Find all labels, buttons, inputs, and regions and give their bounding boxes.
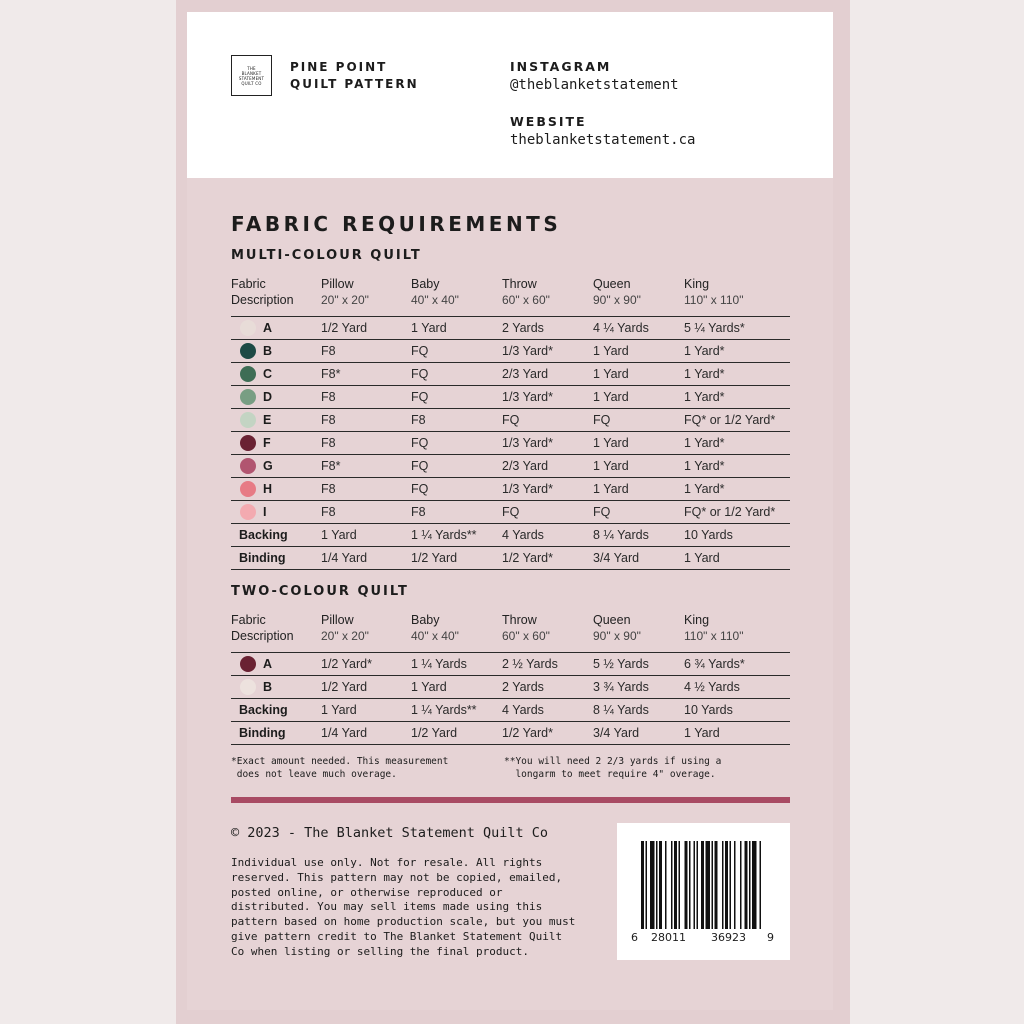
table-row xyxy=(231,524,790,547)
legal-text: Individual use only. Not for resale. All rights reserved. This pattern may not be copied, emailed, posted online, or otherwise reproduced or distributed. You may sell items made using this pattern based on home production scale, but you must give pattern credit to The Blanket Statement Quilt Co when listing or selling the final product. xyxy=(231,856,576,958)
col-queen: Queen 90" x 90" xyxy=(593,613,641,643)
table-row xyxy=(231,340,790,363)
fabric-label: C xyxy=(263,367,273,381)
table-row xyxy=(231,409,790,432)
yardage-cell: 4 ½ Yards xyxy=(684,680,740,694)
barcode-bar xyxy=(730,841,732,929)
copyright: © 2023 - The Blanket Statement Quilt Co xyxy=(231,825,548,841)
col-throw: Throw 60" x 60" xyxy=(502,613,550,643)
yardage-cell: FQ* or 1/2 Yard* xyxy=(684,413,776,427)
yardage-cell: 1 Yard xyxy=(321,703,357,717)
col-pillow: Pillow 20" x 20" xyxy=(321,613,369,643)
table-row xyxy=(231,317,790,340)
barcode-bar xyxy=(656,841,658,929)
page-title: FABRIC REQUIREMENTS xyxy=(231,212,562,236)
table-row xyxy=(231,699,790,722)
footnote-double-star: **You will need 2 2/3 yards if using a longarm to meet require 4" overage. xyxy=(504,756,722,780)
yardage-cell: 1 Yard xyxy=(593,436,629,450)
fabric-label: D xyxy=(263,390,273,404)
website-label: WEBSITE xyxy=(510,114,587,129)
yardage-cell: F8 xyxy=(321,436,336,450)
accent-divider xyxy=(231,797,790,803)
multi-colour-title: MULTI-COLOUR QUILT xyxy=(231,248,422,263)
yardage-cell: 1/2 Yard xyxy=(411,551,458,565)
yardage-cell: 1 Yard* xyxy=(684,390,725,404)
fabric-swatch xyxy=(240,320,256,336)
yardage-cell: 1 Yard xyxy=(411,680,447,694)
fabric-label: Backing xyxy=(239,703,288,717)
yardage-cell: 2/3 Yard xyxy=(502,367,549,381)
table-row xyxy=(231,653,790,676)
yardage-cell: 1/2 Yard xyxy=(411,726,458,740)
yardage-cell: 1/2 Yard* xyxy=(502,726,553,740)
yardage-cell: 2/3 Yard xyxy=(502,459,549,473)
barcode-bar xyxy=(671,841,673,929)
yardage-cell: 1 Yard* xyxy=(684,344,725,358)
col-fabric: Fabric Description xyxy=(231,613,294,643)
yardage-cell: 1/4 Yard xyxy=(321,551,368,565)
barcode-bar xyxy=(650,841,655,929)
yardage-cell: FQ xyxy=(411,390,429,404)
yardage-cell: FQ xyxy=(411,367,429,381)
yardage-cell: 3 ¾ Yards xyxy=(593,680,649,694)
col-baby: Baby 40" x 40" xyxy=(411,277,459,307)
instagram-handle: @theblanketstatement xyxy=(510,77,679,93)
yardage-cell: FQ* or 1/2 Yard* xyxy=(684,505,776,519)
yardage-cell: 1/3 Yard* xyxy=(502,390,553,404)
table-header xyxy=(231,276,790,316)
barcode-bar xyxy=(715,841,718,929)
yardage-cell: 4 Yards xyxy=(502,703,544,717)
yardage-cell: 1/2 Yard* xyxy=(502,551,553,565)
footnote-single-star: *Exact amount needed. This measurement does not leave much overage. xyxy=(231,756,449,780)
table-header xyxy=(231,612,790,652)
barcode-bar xyxy=(749,841,751,929)
yardage-cell: 1 Yard xyxy=(593,344,629,358)
yardage-cell: 6 ¾ Yards* xyxy=(684,657,745,671)
instagram-label: INSTAGRAM xyxy=(510,59,612,74)
fabric-label: H xyxy=(263,482,273,496)
table-body xyxy=(231,316,790,570)
two-colour-table xyxy=(231,612,790,745)
barcode-bar xyxy=(725,841,728,929)
barcode-bar xyxy=(697,841,699,929)
barcode-digit-lead: 6 xyxy=(631,931,638,944)
barcode-bar xyxy=(706,841,711,929)
barcode-bar xyxy=(745,841,748,929)
yardage-cell: 1/3 Yard* xyxy=(502,482,553,496)
barcode-bar xyxy=(701,841,704,929)
barcode-digits-right: 36923 xyxy=(711,931,746,944)
fabric-swatch xyxy=(240,481,256,497)
yardage-cell: 1 Yard xyxy=(411,321,447,335)
barcode-digits-left: 28011 xyxy=(651,931,686,944)
brand-logo: THE BLANKET STATEMENT QUILT CO xyxy=(231,55,272,96)
fabric-label: Backing xyxy=(239,528,288,542)
fabric-label: A xyxy=(263,657,273,671)
fabric-label: A xyxy=(263,321,273,335)
barcode-bar xyxy=(646,841,648,929)
yardage-cell: FQ xyxy=(411,482,429,496)
col-king: King 110" x 110" xyxy=(684,277,744,307)
barcode-bar xyxy=(760,841,762,929)
header-band xyxy=(187,12,833,178)
fabric-label: I xyxy=(263,505,267,519)
barcode-bar xyxy=(659,841,662,929)
col-baby: Baby 40" x 40" xyxy=(411,613,459,643)
yardage-cell: 4 ¼ Yards xyxy=(593,321,649,335)
yardage-cell: 1/2 Yard xyxy=(321,321,368,335)
fabric-swatch xyxy=(240,504,256,520)
yardage-cell: 5 ¼ Yards* xyxy=(684,321,745,335)
yardage-cell: 1 Yard* xyxy=(684,482,725,496)
website-url: theblanketstatement.ca xyxy=(510,132,696,148)
barcode-bar xyxy=(665,841,667,929)
yardage-cell: 3/4 Yard xyxy=(593,551,640,565)
yardage-cell: 1 ¼ Yards xyxy=(411,657,467,671)
table-body xyxy=(231,652,790,745)
table-row xyxy=(231,722,790,745)
yardage-cell: 1 Yard xyxy=(321,528,357,542)
fabric-label: E xyxy=(263,413,272,427)
fabric-swatch xyxy=(240,343,256,359)
col-king: King 110" x 110" xyxy=(684,613,744,643)
fabric-swatch xyxy=(240,389,256,405)
yardage-cell: 1 Yard xyxy=(593,390,629,404)
barcode-bar xyxy=(740,841,742,929)
pattern-name: PINE POINT QUILT PATTERN xyxy=(290,60,419,91)
yardage-cell: F8 xyxy=(321,482,336,496)
barcode-bar xyxy=(674,841,677,929)
yardage-cell: 5 ½ Yards xyxy=(593,657,649,671)
yardage-cell: 1 ¼ Yards** xyxy=(411,703,477,717)
table-row xyxy=(231,455,790,478)
col-fabric: Fabric Description xyxy=(231,277,294,307)
fabric-swatch xyxy=(240,435,256,451)
table-row xyxy=(231,547,790,570)
yardage-cell: 1/4 Yard xyxy=(321,726,368,740)
barcode-bar xyxy=(685,841,688,929)
barcode-bars xyxy=(617,823,790,960)
yardage-cell: F8 xyxy=(321,413,336,427)
yardage-cell: F8 xyxy=(411,413,426,427)
yardage-cell: 1/2 Yard xyxy=(321,680,368,694)
col-throw: Throw 60" x 60" xyxy=(502,277,550,307)
multi-colour-table xyxy=(231,276,790,570)
yardage-cell: 10 Yards xyxy=(684,528,733,542)
yardage-cell: 1 Yard xyxy=(684,726,720,740)
barcode-bar xyxy=(722,841,724,929)
yardage-cell: 10 Yards xyxy=(684,703,733,717)
table-row xyxy=(231,676,790,699)
fabric-label: B xyxy=(263,344,273,358)
fabric-swatch xyxy=(240,458,256,474)
yardage-cell: FQ xyxy=(593,505,611,519)
yardage-cell: F8 xyxy=(321,505,336,519)
fabric-label: F xyxy=(263,436,271,450)
barcode-bar xyxy=(679,841,681,929)
yardage-cell: FQ xyxy=(502,413,520,427)
yardage-cell: FQ xyxy=(411,344,429,358)
two-colour-title: TWO-COLOUR QUILT xyxy=(231,584,409,599)
yardage-cell: F8* xyxy=(321,459,341,473)
fabric-swatch xyxy=(240,412,256,428)
yardage-cell: 1 Yard xyxy=(593,459,629,473)
barcode xyxy=(617,823,790,960)
yardage-cell: FQ xyxy=(411,459,429,473)
table-row xyxy=(231,478,790,501)
barcode-bar xyxy=(694,841,696,929)
yardage-cell: FQ xyxy=(411,436,429,450)
fabric-swatch xyxy=(240,656,256,672)
yardage-cell: 1/3 Yard* xyxy=(502,344,553,358)
yardage-cell: 1 Yard xyxy=(593,482,629,496)
barcode-bar xyxy=(752,841,757,929)
col-pillow: Pillow 20" x 20" xyxy=(321,277,369,307)
table-row xyxy=(231,386,790,409)
yardage-cell: 2 Yards xyxy=(502,680,544,694)
yardage-cell: 1 ¼ Yards** xyxy=(411,528,477,542)
yardage-cell: 8 ¼ Yards xyxy=(593,703,649,717)
barcode-bar xyxy=(689,841,691,929)
yardage-cell: 3/4 Yard xyxy=(593,726,640,740)
barcode-bar xyxy=(712,841,714,929)
yardage-cell: F8 xyxy=(411,505,426,519)
yardage-cell: 1 Yard xyxy=(593,367,629,381)
barcode-digit-tail: 9 xyxy=(767,931,774,944)
yardage-cell: 1 Yard* xyxy=(684,436,725,450)
col-queen: Queen 90" x 90" xyxy=(593,277,641,307)
yardage-cell: FQ xyxy=(593,413,611,427)
yardage-cell: 1/2 Yard* xyxy=(321,657,372,671)
fabric-label: G xyxy=(263,459,273,473)
fabric-label: Binding xyxy=(239,726,286,740)
yardage-cell: F8 xyxy=(321,390,336,404)
yardage-cell: 1 Yard xyxy=(684,551,720,565)
yardage-cell: 1/3 Yard* xyxy=(502,436,553,450)
yardage-cell: 1 Yard* xyxy=(684,459,725,473)
yardage-cell: 8 ¼ Yards xyxy=(593,528,649,542)
table-row xyxy=(231,501,790,524)
yardage-cell: F8* xyxy=(321,367,341,381)
yardage-cell: 1 Yard* xyxy=(684,367,725,381)
table-row xyxy=(231,363,790,386)
fabric-swatch xyxy=(240,679,256,695)
fabric-label: Binding xyxy=(239,551,286,565)
table-row xyxy=(231,432,790,455)
fabric-label: B xyxy=(263,680,273,694)
yardage-cell: FQ xyxy=(502,505,520,519)
yardage-cell: 2 ½ Yards xyxy=(502,657,558,671)
yardage-cell: F8 xyxy=(321,344,336,358)
barcode-bar xyxy=(734,841,736,929)
fabric-swatch xyxy=(240,366,256,382)
barcode-bar xyxy=(641,841,644,929)
yardage-cell: 4 Yards xyxy=(502,528,544,542)
yardage-cell: 2 Yards xyxy=(502,321,544,335)
